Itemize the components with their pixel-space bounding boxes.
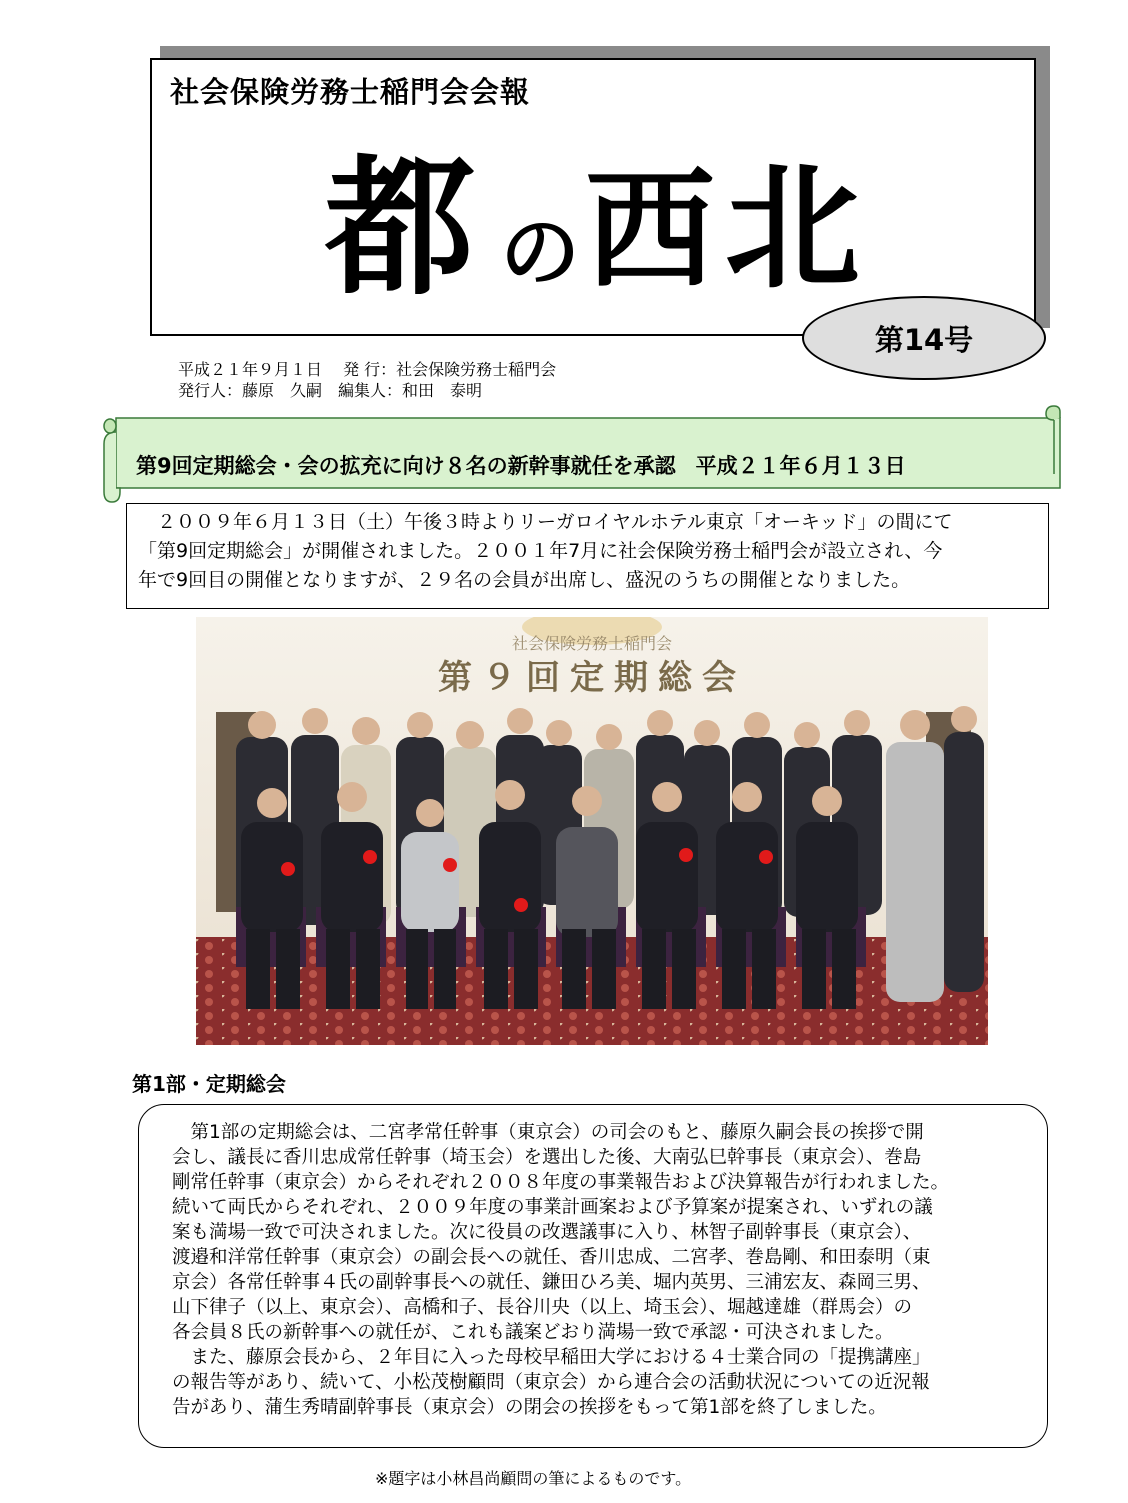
- body-line: 会し、議長に香川忠成常任幹事（埼玉会）を選出した後、大南弘巳幹事長（東京会）、巻島: [172, 1147, 922, 1168]
- body-line: 第1部の定期総会は、二宮孝常任幹事（東京会）の司会のもと、藤原久嗣会長の挨拶で開: [172, 1122, 924, 1143]
- body-line: 各会員８氏の新幹事への就任が、これも議案どおり満場一致で承認・可決されました。: [172, 1322, 894, 1343]
- headline-title: 第9回定期総会・会の拡充に向け８名の新幹事就任を承認: [136, 454, 676, 478]
- publication-date-line: 平成２１年９月１日 発 行：社会保険労務士稲門会: [178, 360, 557, 379]
- body-line: 案も満場一致で可決されました。次に役員の改選議事に入り、林智子副幹事長（東京会）、: [172, 1222, 922, 1243]
- publisher-editor-line: 発行人：藤原 久嗣 編集人：和田 泰明: [178, 381, 483, 400]
- section-heading: 第1部・定期総会: [132, 1072, 286, 1096]
- body-line: 渡邉和洋常任幹事（東京会）の副会長への就任、香川忠成、二宮孝、巻島剛、和田泰明（東: [172, 1247, 931, 1268]
- calligraphy-char-1: 都: [325, 140, 476, 310]
- issue-number: 第14号: [874, 323, 974, 357]
- calligraphy-char-3: 西: [585, 153, 716, 306]
- footnote: ※題字は小林昌尚顧問の筆によるものです。: [375, 1469, 692, 1488]
- body-line: また、藤原会長から、２年目に入った母校早稲田大学における４士業合同の「提携講座」: [172, 1347, 931, 1368]
- body-line: 続いて両氏からそれぞれ、２００９年度の事業計画案および予算案が提案され、いずれの議: [172, 1197, 933, 1218]
- headline: [136, 450, 906, 480]
- body-line: 山下律子（以上、東京会）、高橋和子、長谷川央（以上、埼玉会）、堀越達雄（群馬会）の: [172, 1297, 913, 1318]
- org-title: 社会保険労務士稲門会会報: [170, 75, 531, 109]
- calligraphy-char-2: の: [500, 205, 580, 299]
- body-line: の報告等があり、続いて、小松茂樹顧問（東京会）から連合会の活動状況についての近況報: [172, 1372, 930, 1393]
- intro-line: ２００９年６月１３日（土）午後３時よりリーガロイヤルホテル東京「オーキッド」の間にて: [138, 511, 953, 533]
- banner-sign-small: 社会保険労務士稲門会: [511, 634, 673, 653]
- calligraphy-title: [315, 130, 875, 310]
- intro-line: 年で9回目の開催となりますが、２９名の会員が出席し、盛況のうちの開催となりました。: [138, 569, 911, 591]
- banner-sign-large: 第９回定期総会: [438, 658, 746, 698]
- calligraphy-char-4: 北: [725, 148, 860, 307]
- intro-line: 「第9回定期総会」が開催されました。２００１年7月に社会保険労務士稲門会が設立され、今: [138, 540, 943, 562]
- body-line: 告があり、蒲生秀晴副幹事長（東京会）の閉会の挨拶をもって第1部を終了しました。: [172, 1397, 887, 1418]
- body-line: 剛常任幹事（東京会）からそれぞれ２００８年度の事業報告および決算報告が行われました。: [172, 1172, 950, 1193]
- headline-date: 平成２１年６月１３日: [695, 454, 906, 478]
- body-line: 京会）各常任幹事４氏の副幹事長への就任、鎌田ひろ美、堀内英男、三浦宏友、森岡三男、: [172, 1272, 931, 1293]
- group-photo: [196, 617, 988, 1045]
